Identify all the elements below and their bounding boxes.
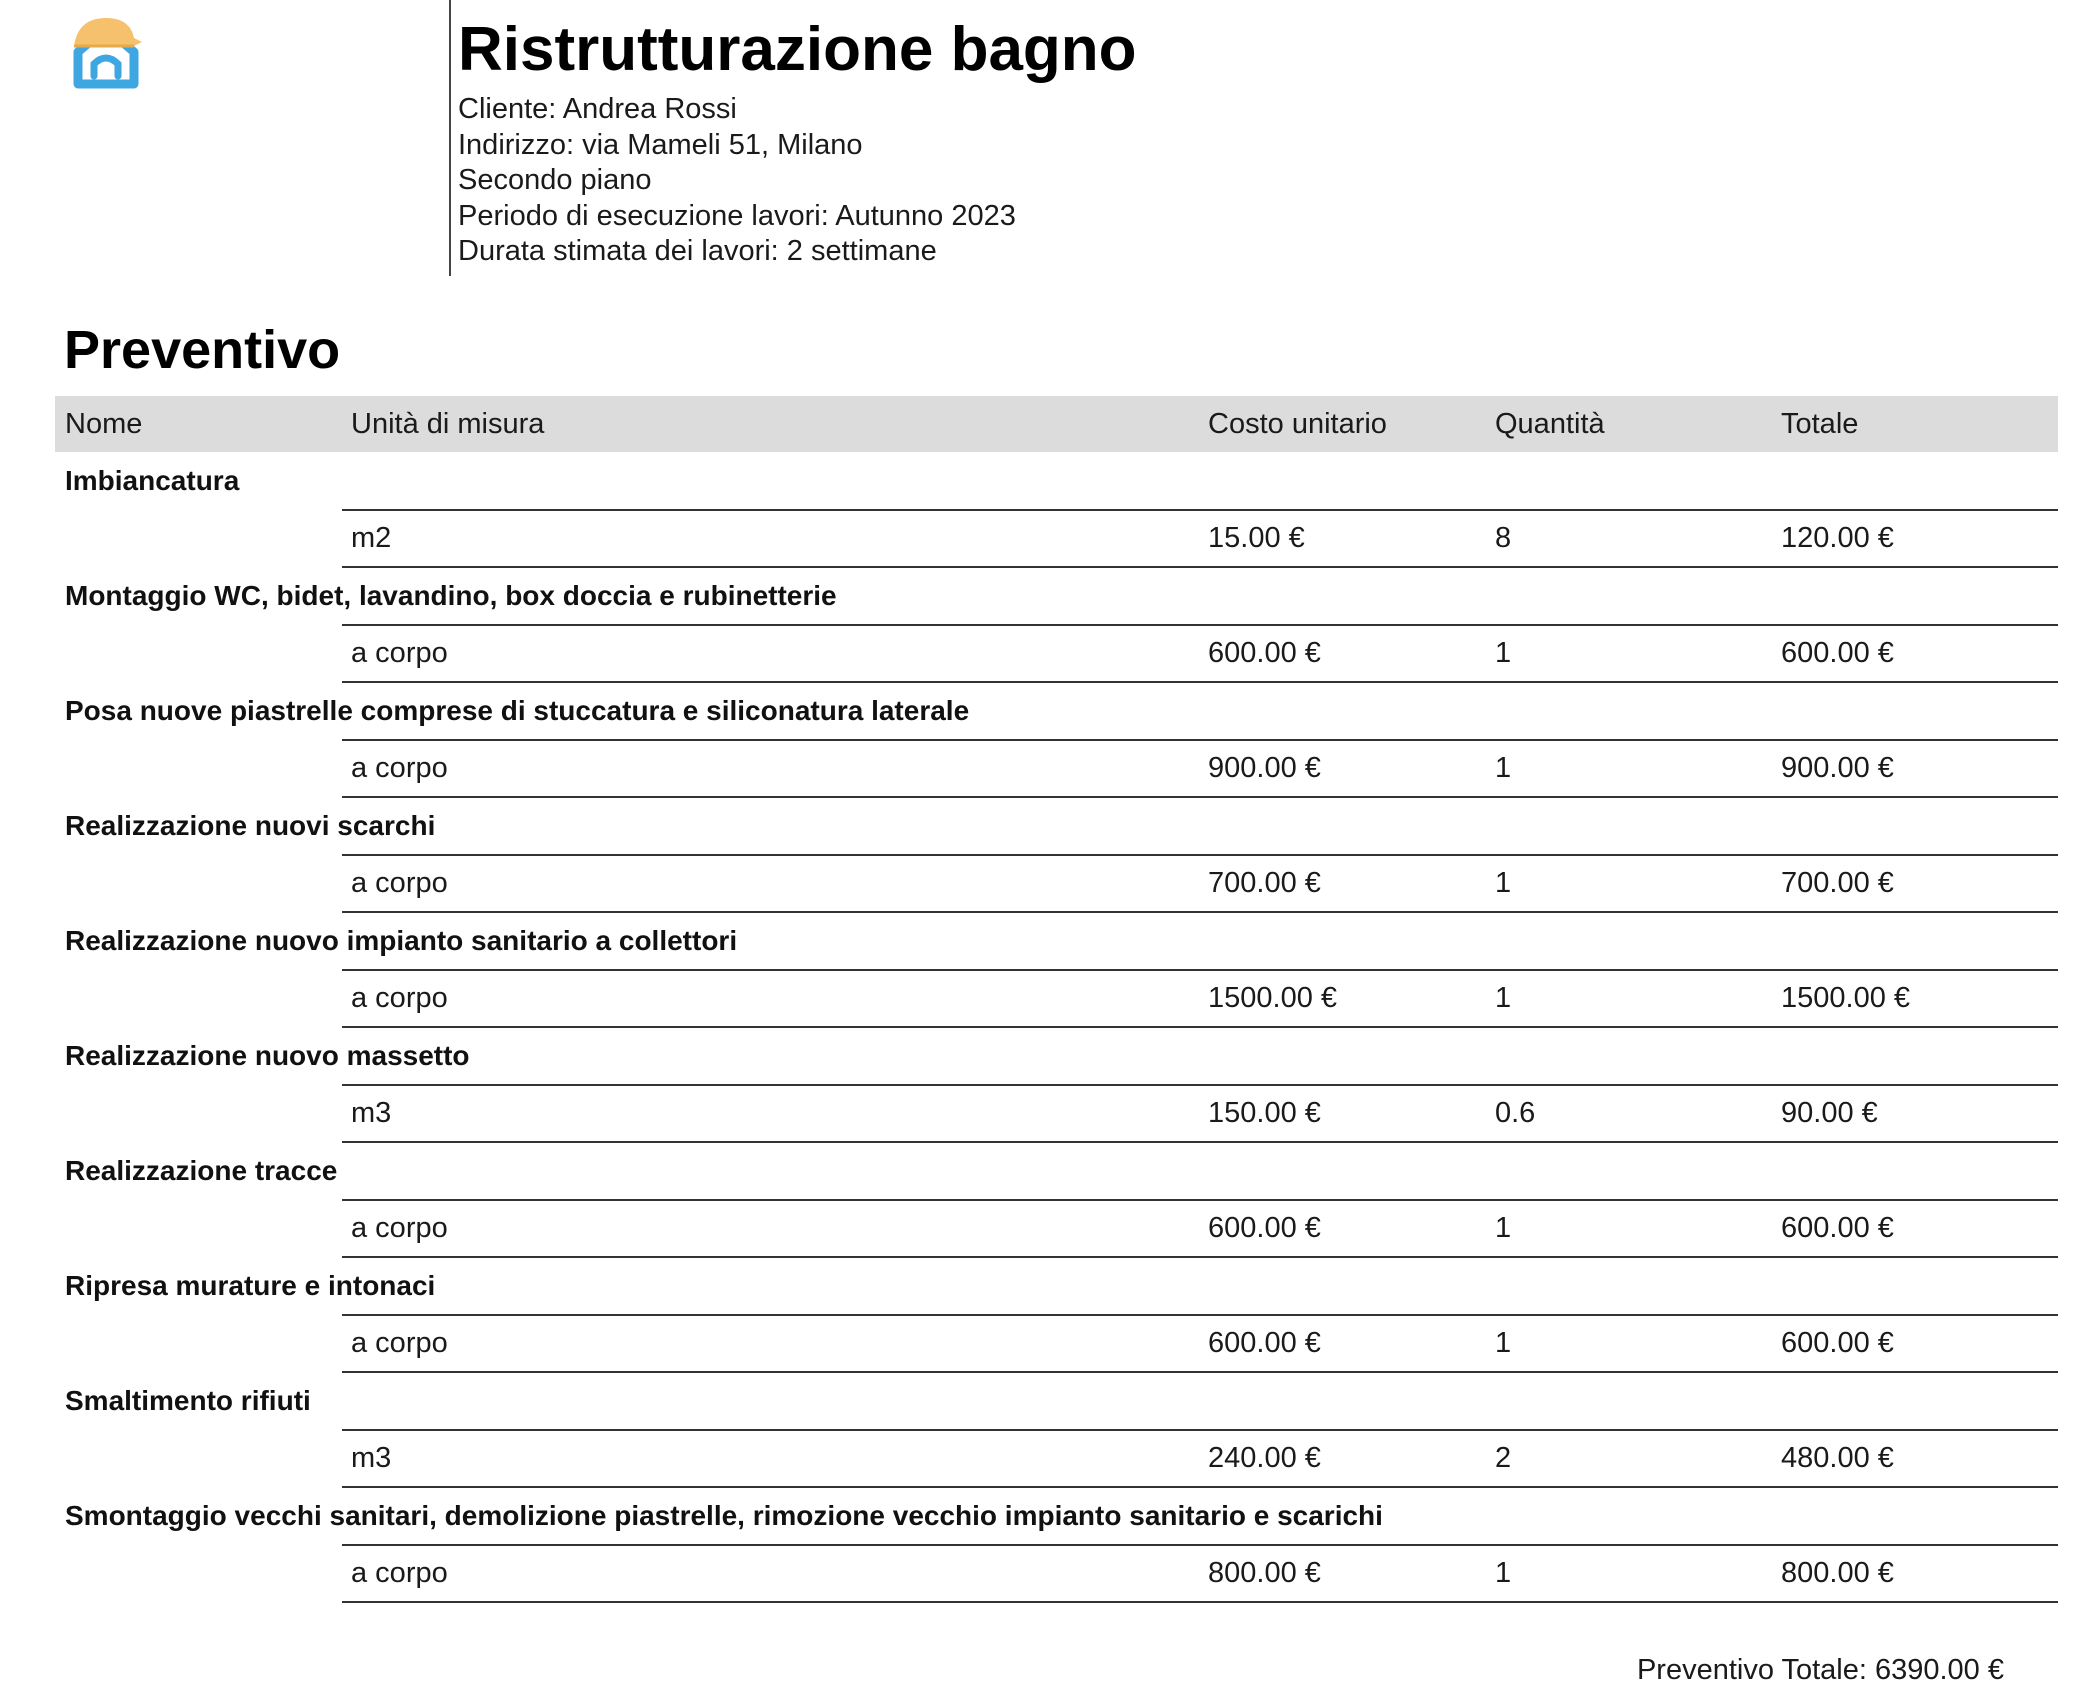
item-total: 480.00 € bbox=[1781, 1441, 1894, 1474]
column-header-quantity: Quantità bbox=[1495, 408, 1605, 440]
item-name-row bbox=[55, 1257, 2058, 1315]
item-quantity: 1 bbox=[1495, 981, 1512, 1014]
item-quantity: 1 bbox=[1495, 866, 1512, 899]
item-total: 120.00 € bbox=[1781, 521, 1894, 554]
item-name-row bbox=[55, 567, 2058, 625]
duration-line: Durata stimata dei lavori: 2 settimane bbox=[458, 235, 937, 267]
item-unit: m3 bbox=[351, 1441, 392, 1474]
item-unit-cost: 600.00 € bbox=[1208, 636, 1321, 669]
quote-title: Preventivo bbox=[64, 320, 341, 380]
item-total: 700.00 € bbox=[1781, 866, 1894, 899]
grand-total: Preventivo Totale: 6390.00 € bbox=[1636, 1654, 2004, 1686]
item-detail-row bbox=[55, 740, 2058, 798]
item-total: 600.00 € bbox=[1781, 1211, 1894, 1244]
item-quantity: 1 bbox=[1495, 636, 1512, 669]
item-name: Ripresa murature e intonaci bbox=[65, 1270, 436, 1301]
item-unit-cost: 600.00 € bbox=[1208, 1326, 1321, 1359]
item-detail-row bbox=[55, 1315, 2058, 1373]
item-unit: a corpo bbox=[351, 1556, 448, 1589]
item-quantity: 8 bbox=[1495, 521, 1512, 554]
header-divider bbox=[449, 0, 451, 276]
item-detail-row bbox=[55, 855, 2058, 913]
item-unit: m2 bbox=[351, 521, 392, 554]
item-unit: a corpo bbox=[351, 1211, 448, 1244]
column-header-unit: Unità di misura bbox=[351, 408, 545, 440]
item-quantity: 2 bbox=[1495, 1441, 1512, 1474]
column-header-name: Nome bbox=[65, 408, 143, 440]
item-name-row bbox=[55, 682, 2058, 740]
item-detail-row bbox=[55, 1545, 2058, 1603]
item-name-row bbox=[55, 1142, 2058, 1200]
floor-line: Secondo piano bbox=[458, 164, 652, 196]
column-header-total: Totale bbox=[1781, 408, 1859, 440]
item-name: Montaggio WC, bidet, lavandino, box doccia e rubinetterie bbox=[65, 580, 837, 611]
column-header-unit-cost: Costo unitario bbox=[1208, 408, 1387, 440]
item-total: 600.00 € bbox=[1781, 636, 1894, 669]
item-name: Realizzazione nuovo impianto sanitario a collettori bbox=[65, 925, 738, 956]
item-name-row bbox=[55, 1027, 2058, 1085]
item-name-row bbox=[55, 1487, 2058, 1545]
item-detail-row bbox=[55, 1430, 2058, 1488]
item-unit-cost: 900.00 € bbox=[1208, 751, 1321, 784]
item-unit-cost: 600.00 € bbox=[1208, 1211, 1321, 1244]
item-name: Imbiancatura bbox=[65, 465, 240, 496]
item-unit: m3 bbox=[351, 1096, 392, 1129]
item-name: Realizzazione nuovo massetto bbox=[65, 1040, 470, 1071]
item-unit: a corpo bbox=[351, 636, 448, 669]
document-title: Ristrutturazione bagno bbox=[458, 15, 1137, 84]
item-unit-cost: 700.00 € bbox=[1208, 866, 1321, 899]
item-total: 800.00 € bbox=[1781, 1556, 1894, 1589]
header-info bbox=[458, 8, 1958, 270]
item-unit: a corpo bbox=[351, 1326, 448, 1359]
item-total: 900.00 € bbox=[1781, 751, 1894, 784]
item-unit-cost: 15.00 € bbox=[1208, 521, 1305, 554]
item-unit-cost: 800.00 € bbox=[1208, 1556, 1321, 1589]
item-unit: a corpo bbox=[351, 751, 448, 784]
item-unit: a corpo bbox=[351, 866, 448, 899]
item-detail-row bbox=[55, 1200, 2058, 1258]
item-detail-row bbox=[55, 625, 2058, 683]
item-quantity: 1 bbox=[1495, 1326, 1512, 1359]
item-name: Realizzazione tracce bbox=[65, 1155, 338, 1186]
item-unit-cost: 150.00 € bbox=[1208, 1096, 1321, 1129]
item-unit: a corpo bbox=[351, 981, 448, 1014]
client-line: Cliente: Andrea Rossi bbox=[458, 93, 737, 125]
item-quantity: 0.6 bbox=[1495, 1096, 1536, 1129]
item-total: 600.00 € bbox=[1781, 1326, 1894, 1359]
logo bbox=[68, 14, 144, 94]
item-name: Smaltimento rifiuti bbox=[65, 1385, 311, 1416]
item-quantity: 1 bbox=[1495, 751, 1512, 784]
item-name-row bbox=[55, 912, 2058, 970]
item-unit-cost: 240.00 € bbox=[1208, 1441, 1321, 1474]
item-name: Realizzazione nuovi scarchi bbox=[65, 810, 436, 841]
quote-table bbox=[55, 396, 2058, 1602]
item-quantity: 1 bbox=[1495, 1211, 1512, 1244]
item-name: Posa nuove piastrelle comprese di stuccatura e siliconatura laterale bbox=[65, 695, 970, 726]
address-line: Indirizzo: via Mameli 51, Milano bbox=[458, 128, 863, 161]
row-divider bbox=[342, 1601, 2058, 1603]
item-detail-row bbox=[55, 970, 2058, 1028]
item-name-row bbox=[55, 797, 2058, 855]
item-total: 90.00 € bbox=[1781, 1096, 1878, 1129]
house-with-hardhat-icon bbox=[68, 14, 144, 94]
item-name-row bbox=[55, 1372, 2058, 1430]
item-name-row bbox=[55, 452, 2058, 510]
period-line: Periodo di esecuzione lavori: Autunno 2023 bbox=[458, 199, 1016, 232]
item-unit-cost: 1500.00 € bbox=[1208, 981, 1338, 1014]
item-quantity: 1 bbox=[1495, 1556, 1512, 1589]
table-header bbox=[55, 396, 2058, 452]
item-total: 1500.00 € bbox=[1781, 981, 1911, 1014]
item-detail-row bbox=[55, 1085, 2058, 1143]
item-detail-row bbox=[55, 510, 2058, 568]
item-name: Smontaggio vecchi sanitari, demolizione piastrelle, rimozione vecchio impianto sanitario e scarichi bbox=[65, 1500, 1383, 1531]
